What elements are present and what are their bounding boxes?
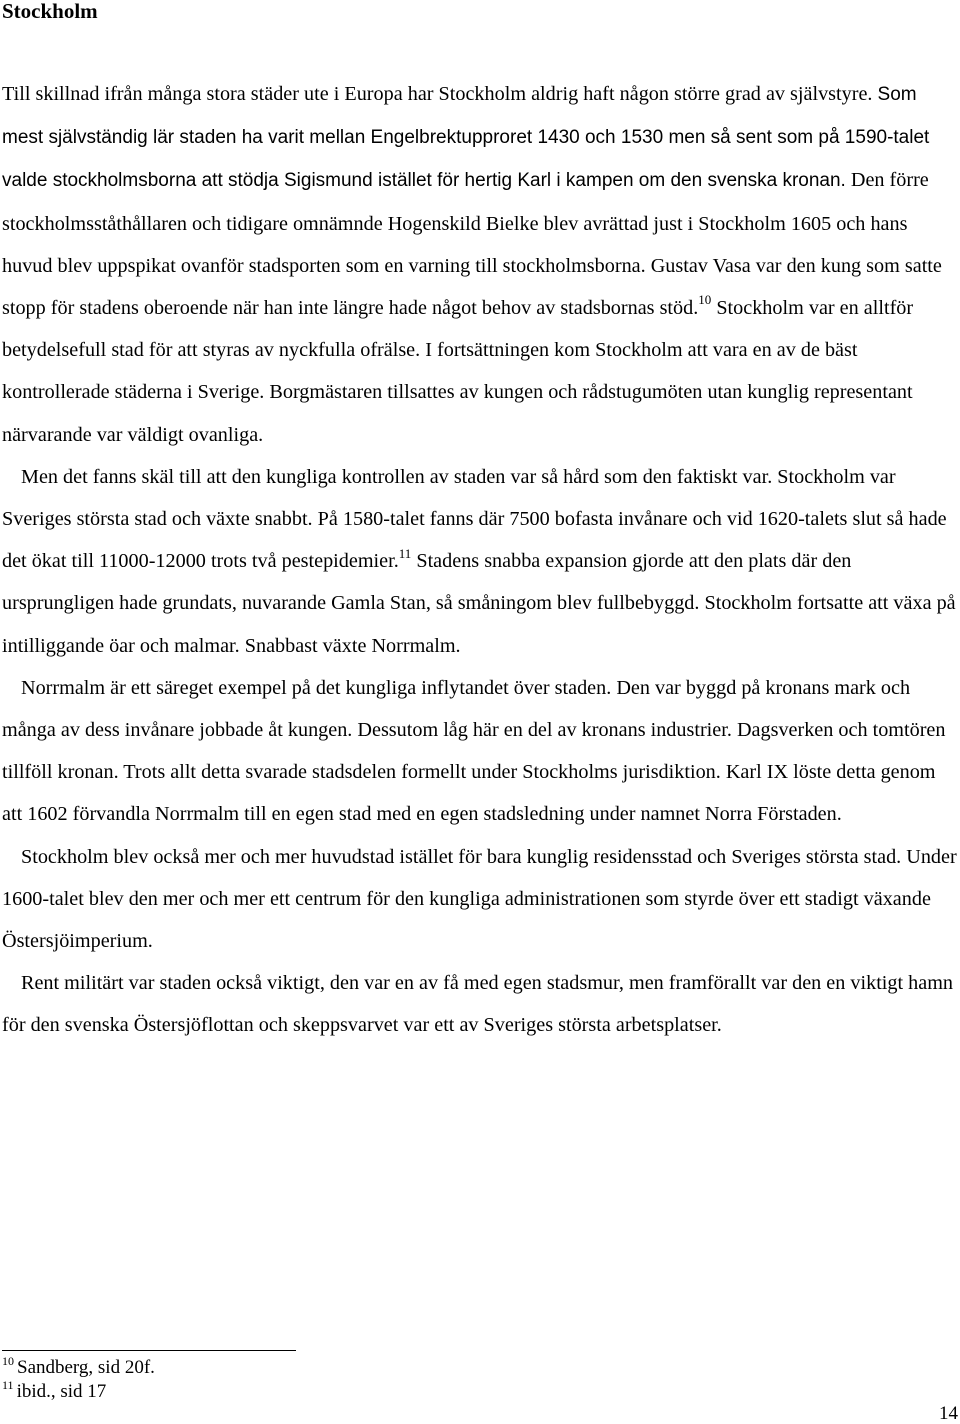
paragraph-text: Stockholm blev också mer och mer huvudstad istället för bara kunglig residensstad och Sveriges största stad. Under 1600-talet blev den mer och mer ett centrum för den kungliga administrationen som styrde över ett stadigt växande Östersjöimperium. [2, 845, 957, 953]
footnote-reference: 10 [698, 292, 712, 308]
paragraph-text: Den förre stockholmsståthållaren och tidigare omnämnde Hogenskild Bielke blev avrättad just i Stockholm 1605 och hans huvud blev uppspikat ovanför stadsporten som en varning till stockholmsborna. Gustav Vasa var den kung som satte stopp för stadens oberoende när han inte längre hade något behov av stadsbornas stöd. [2, 169, 942, 320]
paragraph-text: Men det fanns skäl till att den kungliga kontrollen av staden var så hård som den faktiskt var. Stockholm var Sveriges största stad och växte snabbt. På 1580-talet fanns där 7500 bofasta invånare och vid 1620-talets slut så hade det ökat till 11000-12000 trots två pestepidemier. [2, 465, 947, 573]
paragraph-text: Rent militärt var staden också viktigt, den var en av få med egen stadsmur, men framförallt var den en viktigt hamn för den svenska Östersjöflottan och skeppsvarvet var ett av Sveriges största arbetsplatser. [2, 972, 954, 1037]
footnote-separator [2, 1350, 296, 1351]
paragraph-text: Till skillnad ifrån många stora städer ute i Europa har Stockholm aldrig haft någon större grad av självstyre. [2, 83, 878, 105]
body-text [2, 73, 957, 1047]
page-number: 14 [939, 1403, 958, 1424]
body-paragraph [2, 456, 957, 667]
page-title: Stockholm [2, 0, 98, 23]
paragraph-text: Som mest självständig lär staden ha varit mellan Engelbrektupproret 1430 och 1530 men så sent som på 1590-talet valde stockholmsborna att stödja Sigismund istället för hertig Karl i kampen om den svenska kronan. [2, 84, 930, 192]
body-paragraph [2, 962, 957, 1046]
footnote-number: 11 [2, 1377, 14, 1392]
body-paragraph [2, 73, 957, 456]
footnote-text: Sandberg, sid 20f. [17, 1357, 155, 1378]
footnote-item [2, 1377, 602, 1404]
paragraph-text: Norrmalm är ett säreget exempel på det kungliga inflytandet över staden. Den var byggd på kronans mark och många av dess invånare jobbade åt kungen. Dessutom låg här en del av kronans industrier. Dagsverken och tomtören tillföll kronan. Trots allt detta svarade stadsdelen formellt under Stockholms jurisdiktion. Karl IX löste detta genom att 1602 förvandla Norrmalm till en egen stad med en egen stadsledning under namnet Norra Förstaden. [2, 676, 946, 826]
body-paragraph [2, 667, 957, 836]
paragraph-text: Stockholm var en alltför betydelsefull stad för att styras av nyckfulla ofrälse. I fortsättningen kom Stockholm att vara en av de bäst kontrollerade städerna i Sverige. Borgmästaren tillsattes av kungen och rådstugumöten utan kunglig representant närvarande var väldigt ovanliga. [2, 297, 914, 446]
footnotes [2, 1353, 602, 1404]
footnote-number: 10 [2, 1353, 14, 1368]
body-paragraph [2, 836, 957, 963]
footnote-reference: 11 [398, 545, 412, 561]
footnote-item [2, 1353, 602, 1380]
footnote-text: ibid., sid 17 [16, 1381, 107, 1402]
paragraph-text: Stadens snabba expansion gjorde att den plats där den ursprungligen hade grundats, nuvarande Gamla Stan, så småningom blev fullbebyggd. Stockholm fortsatte att växa på intilliggande öar och malmar. Snabbast växte Norrmalm. [2, 550, 956, 657]
